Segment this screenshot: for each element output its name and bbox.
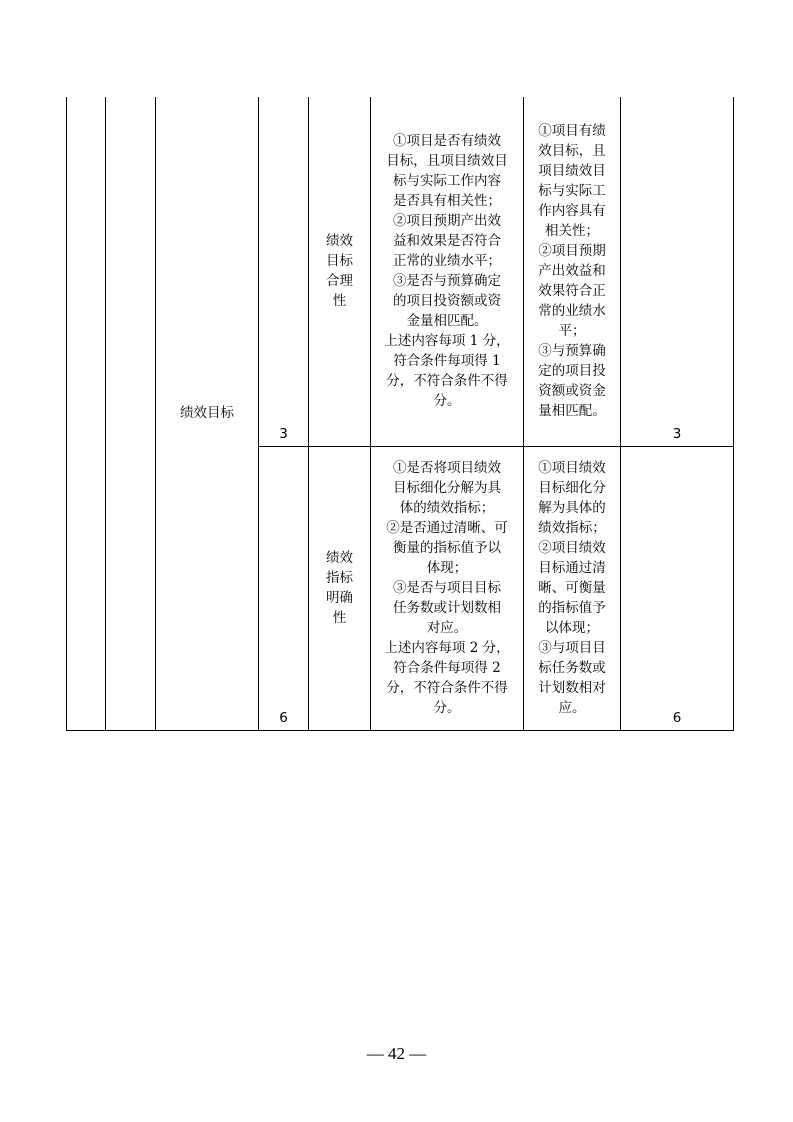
evidence-line: ②项目预期 xyxy=(538,243,606,260)
evidence-line: 晰、可衡量 xyxy=(538,580,606,596)
criteria-cell xyxy=(371,97,524,446)
criteria-line: 金量相匹配。 xyxy=(406,313,488,330)
evidence-line: 常的业绩水 xyxy=(538,303,606,320)
criteria-line: 分，不符合条件不得 xyxy=(386,373,508,390)
criteria-line: 分。 xyxy=(433,393,461,410)
evidence-line: 标任务数或 xyxy=(538,660,606,676)
evidence-line: 量相匹配。 xyxy=(538,403,606,420)
evidence-line: 资额或资金 xyxy=(538,383,606,400)
indicator-label: 绩效目标合理性 xyxy=(326,233,353,310)
criteria-line: 目标细化分解为具 xyxy=(393,480,501,496)
evidence-line: 产出效益和 xyxy=(538,263,606,280)
evidence-line: ③与预算确 xyxy=(538,343,606,360)
result-cell xyxy=(621,97,734,446)
criteria-line: ①是否将项目绩效 xyxy=(393,460,501,476)
criteria-line: 任务数或计划数相 xyxy=(393,600,501,616)
category-cell xyxy=(156,97,259,730)
indicator-label: 绩效指标明确性 xyxy=(326,550,353,626)
evidence-line: 相关性； xyxy=(545,223,599,240)
criteria-line: 的项目投资额或资 xyxy=(393,293,501,310)
indicator-cell xyxy=(309,446,371,730)
level2-cell xyxy=(106,97,156,730)
evidence-line: 定的项目投 xyxy=(538,363,606,380)
score-cell xyxy=(259,446,309,730)
evidence-line: 以体现； xyxy=(545,620,599,636)
criteria-line: 对应。 xyxy=(426,620,468,636)
criteria-line: 益和效果是否符合 xyxy=(393,233,501,250)
evidence-line: 解为具体的 xyxy=(538,500,606,516)
result-value: 3 xyxy=(672,425,682,442)
evidence-line: 应。 xyxy=(558,700,586,716)
evidence-cell xyxy=(524,446,621,730)
evidence-line: 标与实际工 xyxy=(538,183,606,200)
criteria-line: 体现； xyxy=(426,560,468,576)
criteria-line: ③是否与项目目标 xyxy=(393,580,501,596)
page-number: — 42 — xyxy=(366,1044,427,1063)
criteria-line: ①项目是否有绩效 xyxy=(393,133,501,150)
evidence-line: 项目绩效目 xyxy=(538,163,606,180)
evidence-line: 作内容具有 xyxy=(538,203,606,220)
criteria-line: ②项目预期产出效 xyxy=(393,213,501,230)
level1-cell xyxy=(67,97,106,730)
category-label: 绩效目标 xyxy=(180,405,234,422)
evidence-line: 效目标，且 xyxy=(538,143,606,160)
criteria-line: 分，不符合条件不得 xyxy=(386,680,508,696)
evidence-line: 平； xyxy=(558,323,586,340)
criteria-line: 上述内容每项 2 分， xyxy=(384,640,510,656)
result-cell xyxy=(621,446,734,730)
evidence-line: 计划数相对 xyxy=(538,680,606,696)
criteria-cell xyxy=(371,446,524,730)
criteria-line: 符合条件每项得 2 xyxy=(393,660,501,676)
criteria-line: 是否具有相关性； xyxy=(393,193,501,210)
evidence-cell xyxy=(524,97,621,446)
score-value: 6 xyxy=(279,709,288,726)
evaluation-table xyxy=(66,97,734,731)
evidence-line: 目标细化分 xyxy=(538,480,606,496)
criteria-line: ③是否与预算确定 xyxy=(393,273,501,290)
evidence-line: 的指标值予 xyxy=(538,600,606,616)
criteria-line: 目标，且项目绩效目 xyxy=(386,153,508,170)
criteria-line: 衡量的指标值予以 xyxy=(393,540,501,556)
evidence-line: ②项目绩效 xyxy=(538,540,606,556)
criteria-line: 符合条件每项得 1 xyxy=(393,353,501,370)
criteria-line: 标与实际工作内容 xyxy=(393,173,501,190)
evidence-line: ③与项目目 xyxy=(538,640,606,656)
score-cell xyxy=(259,97,309,446)
table-row xyxy=(67,97,734,446)
criteria-line: 体的绩效指标； xyxy=(399,500,495,516)
result-value: 6 xyxy=(672,709,682,726)
criteria-line: 上述内容每项 1 分， xyxy=(384,333,510,350)
criteria-line: 分。 xyxy=(433,700,461,716)
score-value: 3 xyxy=(279,425,288,442)
criteria-line: 正常的业绩水平； xyxy=(393,253,501,270)
evidence-line: 绩效指标； xyxy=(538,520,606,536)
evidence-line: ①项目有绩 xyxy=(538,123,606,140)
indicator-cell xyxy=(309,97,371,446)
evidence-line: ①项目绩效 xyxy=(538,460,606,476)
evidence-line: 效果符合正 xyxy=(538,283,606,300)
evidence-line: 目标通过清 xyxy=(538,560,606,576)
criteria-line: ②是否通过清晰、可 xyxy=(386,520,508,536)
